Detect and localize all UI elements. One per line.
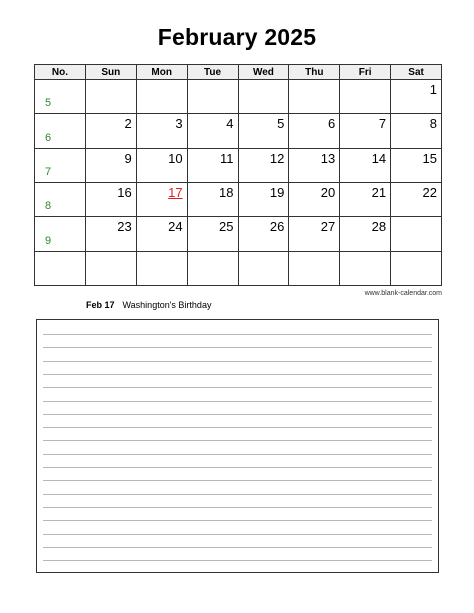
week-number-cell bbox=[35, 114, 86, 148]
day-cell bbox=[85, 182, 136, 216]
day-cell bbox=[85, 217, 136, 251]
note-line bbox=[43, 494, 432, 495]
day-cell bbox=[340, 182, 391, 216]
day-cell bbox=[238, 182, 289, 216]
week-number-cell bbox=[35, 148, 86, 182]
week-row bbox=[35, 148, 442, 182]
note-line bbox=[43, 560, 432, 561]
day-cell bbox=[136, 114, 187, 148]
note-line bbox=[43, 534, 432, 535]
day-number: 14 bbox=[371, 150, 387, 166]
note-line bbox=[43, 520, 432, 521]
day-number: 19 bbox=[269, 184, 285, 200]
notes-area bbox=[36, 319, 439, 573]
day-cell bbox=[340, 80, 391, 114]
day-cell bbox=[238, 80, 289, 114]
website-credit: www.blank-calendar.com bbox=[364, 290, 442, 297]
week-number: 5 bbox=[45, 97, 52, 110]
day-number: 3 bbox=[175, 116, 183, 132]
day-cell bbox=[391, 251, 442, 285]
day-cell bbox=[289, 217, 340, 251]
day-number: 15 bbox=[422, 150, 437, 166]
weekday-header-row bbox=[35, 65, 442, 80]
note-line bbox=[43, 414, 432, 415]
note-line bbox=[43, 387, 432, 388]
col-header-thu: Thu bbox=[289, 65, 340, 80]
calendar-grid bbox=[34, 64, 442, 286]
week-row bbox=[35, 217, 442, 251]
col-header-tue: Tue bbox=[187, 65, 238, 80]
day-number: 2 bbox=[124, 116, 132, 132]
note-line bbox=[43, 547, 432, 548]
note-line bbox=[43, 507, 432, 508]
week-row bbox=[35, 80, 442, 114]
week-number-cell bbox=[35, 182, 86, 216]
day-number: 22 bbox=[422, 184, 437, 200]
week-number: 8 bbox=[45, 200, 52, 213]
col-header-wed: Wed bbox=[238, 65, 289, 80]
day-number: 24 bbox=[168, 219, 183, 235]
note-line bbox=[43, 440, 432, 441]
day-number: 4 bbox=[226, 116, 234, 132]
holiday-date: Feb 17 bbox=[86, 300, 115, 310]
day-cell bbox=[238, 114, 289, 148]
day-cell bbox=[289, 114, 340, 148]
note-line bbox=[43, 454, 432, 455]
day-cell bbox=[340, 217, 391, 251]
col-header-week-no: No. bbox=[35, 65, 86, 80]
day-cell bbox=[289, 148, 340, 182]
day-number: 5 bbox=[277, 116, 285, 132]
day-number: 17 bbox=[168, 184, 183, 200]
day-cell bbox=[238, 148, 289, 182]
week-number-cell bbox=[35, 80, 86, 114]
day-cell bbox=[187, 217, 238, 251]
day-cell bbox=[238, 251, 289, 285]
week-row bbox=[35, 182, 442, 216]
day-number: 28 bbox=[371, 219, 387, 235]
week-row bbox=[35, 114, 442, 148]
note-line bbox=[43, 427, 432, 428]
day-number: 20 bbox=[320, 184, 336, 200]
day-cell bbox=[238, 217, 289, 251]
day-cell bbox=[340, 114, 391, 148]
day-cell bbox=[289, 80, 340, 114]
day-number: 7 bbox=[378, 116, 387, 132]
day-cell bbox=[136, 80, 187, 114]
week-row bbox=[35, 251, 442, 285]
holiday-list-item bbox=[86, 300, 211, 310]
day-cell bbox=[136, 148, 187, 182]
week-number: 7 bbox=[45, 165, 52, 178]
note-line bbox=[43, 467, 432, 468]
day-number: 18 bbox=[219, 184, 234, 200]
day-cell bbox=[187, 148, 238, 182]
note-line bbox=[43, 374, 432, 375]
col-header-mon: Mon bbox=[136, 65, 187, 80]
note-line bbox=[43, 361, 432, 362]
week-number-cell bbox=[35, 217, 86, 251]
day-cell bbox=[136, 217, 187, 251]
day-cell bbox=[391, 114, 442, 148]
day-cell bbox=[187, 114, 238, 148]
day-number: 11 bbox=[220, 150, 234, 166]
day-number: 27 bbox=[320, 219, 336, 235]
week-number: 6 bbox=[45, 131, 52, 144]
day-cell bbox=[187, 80, 238, 114]
note-line bbox=[43, 334, 432, 335]
day-number: 16 bbox=[117, 184, 132, 200]
day-cell bbox=[289, 182, 340, 216]
day-cell bbox=[340, 251, 391, 285]
day-number: 13 bbox=[320, 150, 336, 166]
day-number: 12 bbox=[269, 150, 285, 166]
day-number: 23 bbox=[117, 219, 132, 235]
holiday-name: Washington's Birthday bbox=[122, 300, 212, 310]
day-cell bbox=[85, 80, 136, 114]
col-header-fri: Fri bbox=[340, 65, 391, 80]
week-number: 9 bbox=[45, 234, 52, 247]
day-cell bbox=[289, 251, 340, 285]
day-cell bbox=[85, 148, 136, 182]
week-number-cell bbox=[35, 251, 86, 285]
day-number: 21 bbox=[371, 184, 387, 200]
day-number: 8 bbox=[429, 116, 437, 132]
day-number: 1 bbox=[429, 82, 437, 97]
day-cell bbox=[136, 182, 187, 216]
day-cell bbox=[391, 182, 442, 216]
day-number: 6 bbox=[328, 116, 336, 132]
col-header-sun: Sun bbox=[85, 65, 136, 80]
day-cell bbox=[187, 182, 238, 216]
day-number: 10 bbox=[168, 150, 183, 166]
note-line bbox=[43, 347, 432, 348]
day-cell bbox=[136, 251, 187, 285]
day-cell bbox=[187, 251, 238, 285]
day-cell bbox=[391, 148, 442, 182]
day-cell bbox=[85, 251, 136, 285]
note-line bbox=[43, 480, 432, 481]
col-header-sat: Sat bbox=[391, 65, 442, 80]
day-number: 25 bbox=[219, 219, 234, 235]
day-number: 9 bbox=[124, 150, 132, 166]
day-number: 26 bbox=[269, 219, 285, 235]
day-cell bbox=[391, 217, 442, 251]
day-cell bbox=[391, 80, 442, 114]
day-cell bbox=[85, 114, 136, 148]
day-cell bbox=[340, 148, 391, 182]
page-title: February 2025 bbox=[157, 24, 317, 50]
note-line bbox=[43, 401, 432, 402]
